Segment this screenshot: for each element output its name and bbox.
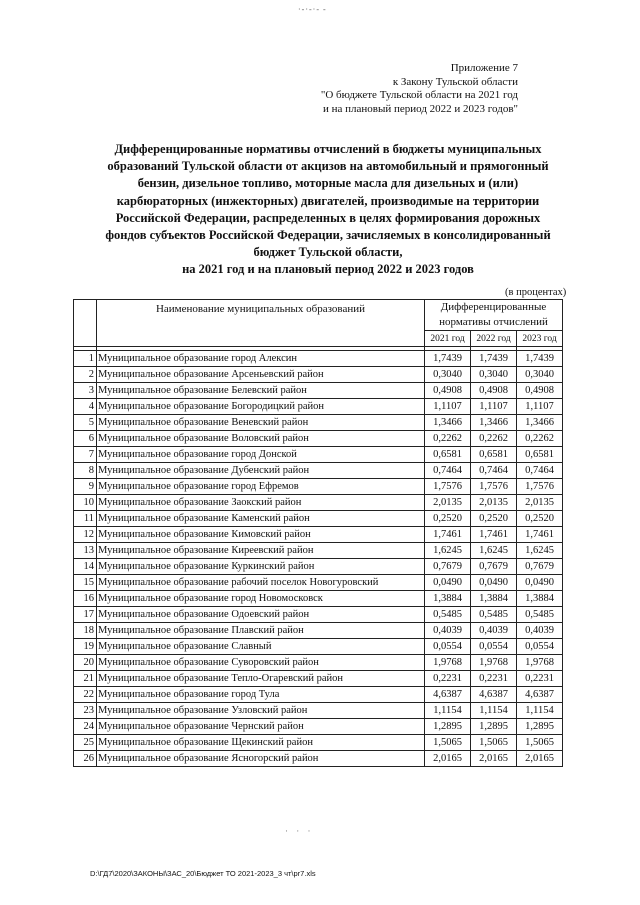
- value-2021: 1,6245: [425, 543, 471, 559]
- title-line: карбюраторных (инжекторных) двигателей, производимые на территории: [116, 193, 540, 208]
- value-2023: 1,7461: [517, 527, 563, 543]
- value-2021: 0,7464: [425, 463, 471, 479]
- value-2021: 0,4908: [425, 383, 471, 399]
- value-2021: 0,2520: [425, 511, 471, 527]
- table-row: [74, 399, 563, 415]
- municipality-name: Муниципальное образование Ясногорский район: [97, 751, 425, 767]
- value-2022: 0,6581: [471, 447, 517, 463]
- row-number: 8: [74, 463, 97, 479]
- row-number: 10: [74, 495, 97, 511]
- appendix-line: и на плановый период 2022 и 2023 годов": [322, 102, 518, 115]
- value-2021: 1,1154: [425, 703, 471, 719]
- document-title: [80, 141, 576, 279]
- value-2023: 2,0165: [517, 751, 563, 767]
- table-row: [74, 671, 563, 687]
- municipality-name: Муниципальное образование Воловский район: [97, 431, 425, 447]
- municipality-name: Муниципальное образование город Алексин: [97, 351, 425, 367]
- title-line: бюджет Тульской области,: [253, 245, 403, 260]
- row-number: 22: [74, 687, 97, 703]
- table-row: [74, 719, 563, 735]
- row-number: 6: [74, 431, 97, 447]
- row-number: 26: [74, 751, 97, 767]
- row-number: 14: [74, 559, 97, 575]
- value-2021: 1,5065: [425, 735, 471, 751]
- value-2021: 0,6581: [425, 447, 471, 463]
- row-number: 11: [74, 511, 97, 527]
- title-line: образований Тульской области от акцизов на автомобильный и прямогонный: [107, 159, 549, 174]
- value-2023: 1,1107: [517, 399, 563, 415]
- municipality-name: Муниципальное образование Тепло-Огаревский район: [97, 671, 425, 687]
- value-2023: 0,2262: [517, 431, 563, 447]
- value-2023: 0,7464: [517, 463, 563, 479]
- value-2023: 0,4908: [517, 383, 563, 399]
- value-2021: 1,9768: [425, 655, 471, 671]
- value-2022: 0,2231: [471, 671, 517, 687]
- appendix-line: к Закону Тульской области: [392, 75, 518, 88]
- scan-mark: ·-·-·- -: [298, 5, 327, 14]
- header-name-cell: Наименование муниципальных образований: [97, 300, 425, 347]
- value-2022: 0,0554: [471, 639, 517, 655]
- table-row: [74, 543, 563, 559]
- municipality-name: Муниципальное образование Арсеньевский район: [97, 367, 425, 383]
- value-2022: 0,0490: [471, 575, 517, 591]
- value-2022: 1,1154: [471, 703, 517, 719]
- row-number: 12: [74, 527, 97, 543]
- table-row: [74, 431, 563, 447]
- value-2021: 1,3884: [425, 591, 471, 607]
- table-row: [74, 479, 563, 495]
- row-number: 16: [74, 591, 97, 607]
- value-2021: 1,2895: [425, 719, 471, 735]
- value-2021: 2,0135: [425, 495, 471, 511]
- table-row: [74, 575, 563, 591]
- row-number: 20: [74, 655, 97, 671]
- title-line: Российской Федерации, распределенных в целях формирования дорожных: [115, 210, 541, 225]
- table-row: [74, 607, 563, 623]
- value-2023: 0,0490: [517, 575, 563, 591]
- row-number: 21: [74, 671, 97, 687]
- value-2021: 1,1107: [425, 399, 471, 415]
- units-note: (в процентах): [505, 287, 567, 298]
- value-2022: 4,6387: [471, 687, 517, 703]
- value-2023: 0,5485: [517, 607, 563, 623]
- municipality-name: Муниципальное образование Веневский район: [97, 415, 425, 431]
- value-2022: 1,9768: [471, 655, 517, 671]
- value-2021: 4,6387: [425, 687, 471, 703]
- header-year-2021: 2021 год: [425, 331, 471, 347]
- value-2023: 1,6245: [517, 543, 563, 559]
- table-row: [74, 591, 563, 607]
- table-row: [74, 559, 563, 575]
- value-2022: 0,5485: [471, 607, 517, 623]
- row-number: 2: [74, 367, 97, 383]
- value-2022: 0,4908: [471, 383, 517, 399]
- value-2023: 1,9768: [517, 655, 563, 671]
- value-2021: 1,7439: [425, 351, 471, 367]
- value-2023: 4,6387: [517, 687, 563, 703]
- appendix-line: "О бюджете Тульской области на 2021 год: [320, 89, 518, 101]
- table-row: [74, 383, 563, 399]
- row-number: 9: [74, 479, 97, 495]
- value-2021: 0,0554: [425, 639, 471, 655]
- value-2023: 1,7576: [517, 479, 563, 495]
- title-line: на 2021 год и на плановый период 2022 и 2023 годов: [182, 262, 474, 277]
- table-row: [74, 639, 563, 655]
- value-2022: 0,7464: [471, 463, 517, 479]
- municipality-name: Муниципальное образование Богородицкий район: [97, 399, 425, 415]
- value-2022: 1,3884: [471, 591, 517, 607]
- municipality-name: Муниципальное образование Каменский район: [97, 511, 425, 527]
- row-number: 19: [74, 639, 97, 655]
- municipality-name: Муниципальное образование Киреевский район: [97, 543, 425, 559]
- header-year-2022: 2022 год: [471, 331, 517, 347]
- table-row: [74, 703, 563, 719]
- row-number: 25: [74, 735, 97, 751]
- municipality-name: Муниципальное образование Одоевский район: [97, 607, 425, 623]
- municipality-name: Муниципальное образование Чернский район: [97, 719, 425, 735]
- value-2021: 0,3040: [425, 367, 471, 383]
- value-2021: 0,4039: [425, 623, 471, 639]
- row-number: 24: [74, 719, 97, 735]
- row-number: 3: [74, 383, 97, 399]
- row-number: 15: [74, 575, 97, 591]
- row-number: 18: [74, 623, 97, 639]
- value-2021: 0,5485: [425, 607, 471, 623]
- table-row: [74, 415, 563, 431]
- value-2022: 2,0135: [471, 495, 517, 511]
- title-line: Дифференцированные нормативы отчислений в бюджеты муниципальных: [114, 142, 542, 156]
- value-2021: 1,7576: [425, 479, 471, 495]
- municipality-name: Муниципальное образование Куркинский район: [97, 559, 425, 575]
- value-2023: 1,5065: [517, 735, 563, 751]
- value-2023: 0,4039: [517, 623, 563, 639]
- scan-specks: · · ·: [285, 826, 314, 836]
- value-2022: 2,0165: [471, 751, 517, 767]
- value-2022: 1,6245: [471, 543, 517, 559]
- row-number: 7: [74, 447, 97, 463]
- table-row: [74, 687, 563, 703]
- table-row: [74, 495, 563, 511]
- table-row: [74, 511, 563, 527]
- table-row: [74, 351, 563, 367]
- municipality-name: Муниципальное образование город Новомосковск: [97, 591, 425, 607]
- municipality-name: Муниципальное образование Славный: [97, 639, 425, 655]
- value-2022: 1,1107: [471, 399, 517, 415]
- table-row: [74, 367, 563, 383]
- row-number: 1: [74, 351, 97, 367]
- value-2022: 1,3466: [471, 415, 517, 431]
- value-2023: 1,3466: [517, 415, 563, 431]
- value-2021: 1,3466: [425, 415, 471, 431]
- row-number: 13: [74, 543, 97, 559]
- value-2023: 0,2520: [517, 511, 563, 527]
- value-2022: 1,7461: [471, 527, 517, 543]
- municipality-name: Муниципальное образование Дубенский район: [97, 463, 425, 479]
- title-line: фондов субъектов Российской Федерации, зачисляемых в консолидированный: [105, 228, 551, 243]
- value-2021: 2,0165: [425, 751, 471, 767]
- municipality-name: Муниципальное образование Щекинский район: [97, 735, 425, 751]
- value-2022: 1,7576: [471, 479, 517, 495]
- value-2022: 0,3040: [471, 367, 517, 383]
- value-2022: 0,2262: [471, 431, 517, 447]
- value-2022: 0,4039: [471, 623, 517, 639]
- value-2023: 1,3884: [517, 591, 563, 607]
- table-row: [74, 623, 563, 639]
- value-2023: 0,2231: [517, 671, 563, 687]
- municipality-name: Муниципальное образование город Донской: [97, 447, 425, 463]
- row-number: 17: [74, 607, 97, 623]
- row-number: 5: [74, 415, 97, 431]
- table-row: [74, 735, 563, 751]
- value-2022: 1,7439: [471, 351, 517, 367]
- value-2023: 0,6581: [517, 447, 563, 463]
- value-2023: 1,1154: [517, 703, 563, 719]
- table-row: [74, 447, 563, 463]
- municipality-name: Муниципальное образование Узловский район: [97, 703, 425, 719]
- municipality-name: Муниципальное образование город Тула: [97, 687, 425, 703]
- value-2021: 0,0490: [425, 575, 471, 591]
- header-year-2023: 2023 год: [517, 331, 563, 347]
- value-2023: 0,0554: [517, 639, 563, 655]
- header-number-cell: [74, 300, 97, 347]
- header-norms-cell: Дифференцированные нормативы отчислений: [425, 300, 563, 331]
- value-2021: 0,2231: [425, 671, 471, 687]
- municipality-name: Муниципальное образование Кимовский район: [97, 527, 425, 543]
- row-number: 23: [74, 703, 97, 719]
- value-2021: 0,7679: [425, 559, 471, 575]
- table-row: [74, 655, 563, 671]
- municipality-name: Муниципальное образование рабочий поселок Новогуровский: [97, 575, 425, 591]
- value-2022: 1,5065: [471, 735, 517, 751]
- table-body: [74, 351, 563, 767]
- table-row: [74, 751, 563, 767]
- value-2022: 0,7679: [471, 559, 517, 575]
- value-2023: 0,3040: [517, 367, 563, 383]
- table-row: [74, 463, 563, 479]
- appendix-line: Приложение 7: [450, 62, 518, 74]
- file-path-footer: D:\ГД7\2020\ЗАКОНЫ\ЗАС_20\Бюджет ТО 2021-2023_3 чт\pr7.xls: [90, 869, 316, 878]
- value-2022: 1,2895: [471, 719, 517, 735]
- value-2023: 1,7439: [517, 351, 563, 367]
- row-number: 4: [74, 399, 97, 415]
- value-2023: 2,0135: [517, 495, 563, 511]
- value-2021: 0,2262: [425, 431, 471, 447]
- title-line: бензин, дизельное топливо, моторные масла для дизельных и (или): [137, 176, 519, 191]
- municipality-name: Муниципальное образование Заокский район: [97, 495, 425, 511]
- value-2023: 0,7679: [517, 559, 563, 575]
- table-row: [74, 527, 563, 543]
- value-2022: 0,2520: [471, 511, 517, 527]
- municipality-name: Муниципальное образование Суворовский район: [97, 655, 425, 671]
- municipality-name: Муниципальное образование город Ефремов: [97, 479, 425, 495]
- value-2023: 1,2895: [517, 719, 563, 735]
- value-2021: 1,7461: [425, 527, 471, 543]
- norms-table: [73, 299, 563, 767]
- municipality-name: Муниципальное образование Плавский район: [97, 623, 425, 639]
- municipality-name: Муниципальное образование Белевский район: [97, 383, 425, 399]
- appendix-header: [300, 62, 518, 116]
